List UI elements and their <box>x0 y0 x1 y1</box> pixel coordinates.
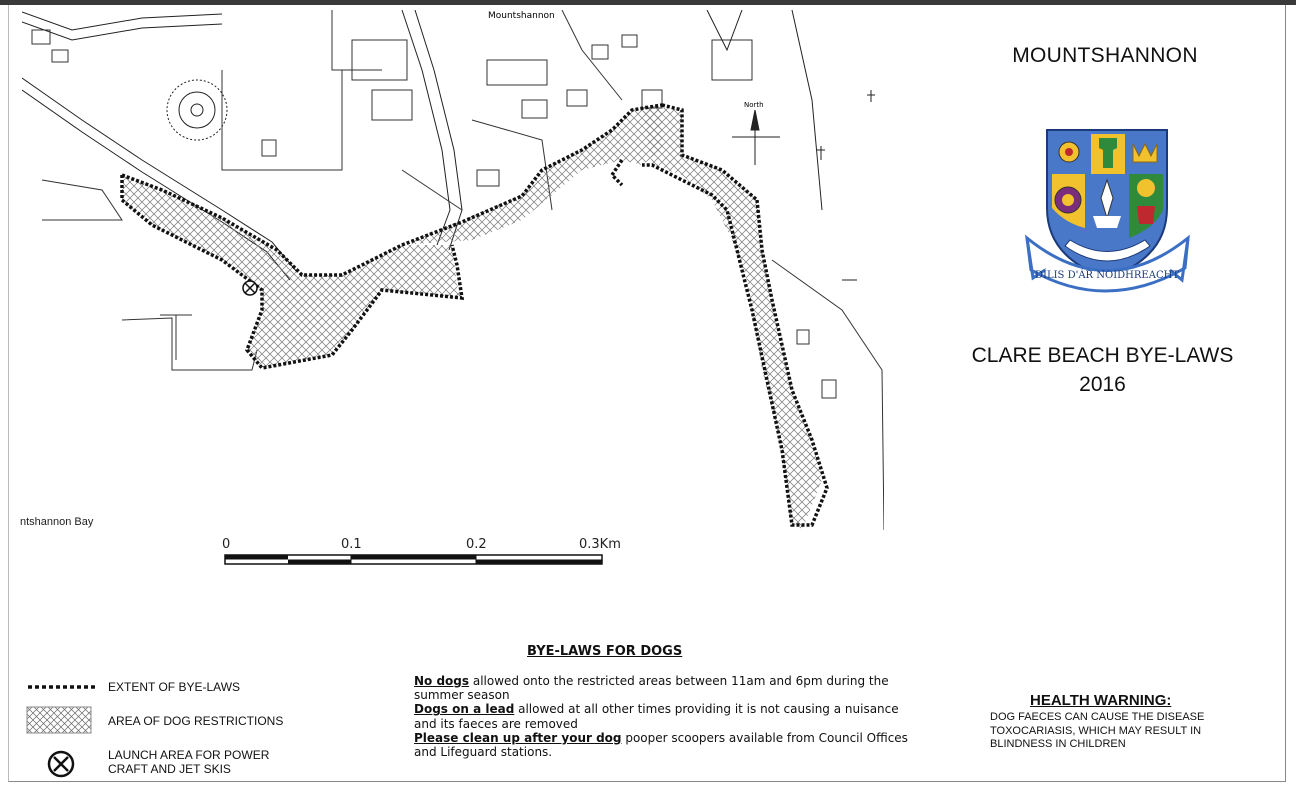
bye-laws-heading: BYE-LAWS FOR DOGS <box>527 644 683 659</box>
health-warning-text: DOG FAECES CAN CAUSE THE DISEASE TOXOCARIASIS, WHICH MAY RESULT IN BLINDNESS IN CHILDREN <box>990 711 1205 750</box>
north-compass <box>732 110 780 165</box>
bye-laws-title-line1: CLARE BEACH BYE-LAWS <box>971 344 1234 367</box>
rule-3 <box>414 731 934 759</box>
circle-x-icon <box>46 749 76 779</box>
north-label: North <box>744 101 764 109</box>
beach-map <box>22 10 884 532</box>
scale-label-1: 0.1 <box>341 537 362 552</box>
rule-2 <box>414 702 934 716</box>
map-top-label: Mountshannon <box>488 11 555 21</box>
rule-1 <box>414 674 934 702</box>
scale-label-0: 0 <box>222 537 231 552</box>
bye-laws-title <box>935 341 1270 399</box>
legend-restriction-label: AREA OF DOG RESTRICTIONS <box>108 714 284 728</box>
rule-2-bold: Dogs on a lead <box>414 702 515 717</box>
map-scale-bar <box>220 553 610 567</box>
rule-3-text: pooper scoopers available from Council Offices and Lifeguard stations. <box>414 730 908 760</box>
scale-label-2: 0.2 <box>466 537 487 552</box>
rule-2-text: allowed at all other times providing it is not causing a nuisance <box>514 702 899 717</box>
map-symbols <box>817 90 875 280</box>
rule-2-continued: and its faeces are removed <box>414 716 578 731</box>
bye-laws-year: 2016 <box>1079 373 1126 396</box>
bye-law-extent-line <box>122 105 827 525</box>
legend-launch-label <box>108 748 269 776</box>
rule-1-text: allowed onto the restricted areas between 11am and 6pm during the summer season <box>414 674 889 703</box>
legend-launch-line1: LAUNCH AREA FOR POWER <box>108 748 270 762</box>
launch-area-marker <box>243 281 257 295</box>
rule-3-bold: Please clean up after your dog <box>414 730 622 745</box>
rule-1-bold: No dogs <box>414 674 470 688</box>
bye-laws-rules <box>414 674 934 759</box>
dog-restriction-areas <box>122 105 822 530</box>
scale-label-3: 0.3Km <box>579 537 621 552</box>
crosshatch-icon <box>26 706 92 734</box>
health-warning-heading: HEALTH WARNING: <box>1030 692 1172 709</box>
tree-cluster <box>167 80 227 140</box>
clare-crest-icon <box>1025 128 1190 298</box>
page-title: MOUNTSHANNON <box>1012 44 1198 67</box>
crest-motto: DÍLIS D'ÁR NOIDHREACHT <box>1034 270 1180 281</box>
legend-extent-label: EXTENT OF BYE-LAWS <box>108 680 241 694</box>
dotted-line-icon <box>28 682 96 692</box>
bay-label: ntshannon Bay <box>20 516 94 528</box>
legend-launch-line2: CRAFT AND JET SKIS <box>108 762 231 776</box>
